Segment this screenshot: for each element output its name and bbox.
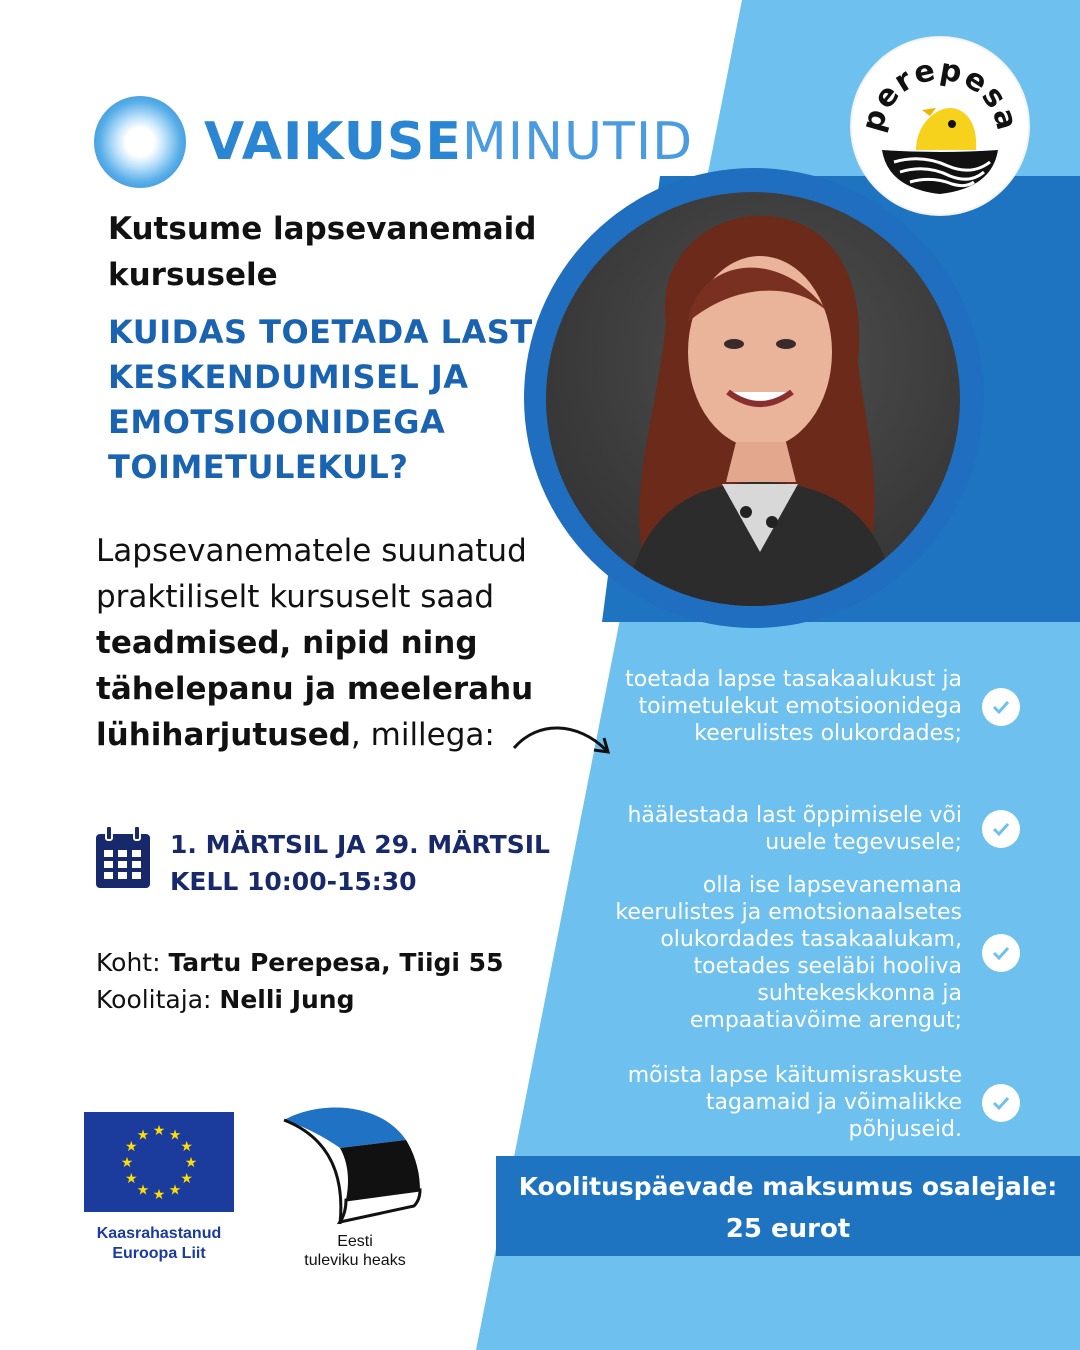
check-icon — [982, 1084, 1020, 1122]
eu-star-icon: ★ — [180, 1139, 193, 1155]
estonia-flag-swoosh-icon — [280, 1104, 430, 1228]
eu-star-icon: ★ — [136, 1182, 150, 1199]
brand-name-thin: MINUTID — [461, 112, 694, 172]
check-icon — [982, 810, 1020, 848]
arrow-right-icon — [508, 720, 618, 766]
intro-bold-3: lühiharjutused — [96, 717, 351, 753]
schedule-text — [170, 826, 550, 900]
eu-caption-line-2: Euroopa Liit — [112, 1245, 206, 1262]
intro-line-2: praktiliselt kursuselt saad — [96, 579, 495, 615]
location-line — [96, 944, 503, 981]
portrait-illustration — [546, 192, 960, 606]
eu-star-icon: ★ — [120, 1155, 134, 1171]
eu-logo — [84, 1112, 234, 1264]
eu-star-icon: ★ — [125, 1139, 138, 1155]
benefit-item — [592, 1062, 1020, 1143]
price-value: 25 eurot — [725, 1214, 851, 1244]
eu-star-icon: ★ — [168, 1182, 182, 1199]
eu-star-icon: ★ — [152, 1123, 166, 1139]
estonia-logo — [280, 1104, 430, 1270]
invite-text: Kutsume lapsevanemaid kursusele — [108, 211, 537, 293]
eu-star-icon: ★ — [180, 1171, 193, 1187]
benefit-item — [622, 802, 1020, 856]
eu-star-icon: ★ — [125, 1171, 138, 1187]
trainer-photo — [546, 192, 960, 606]
estonia-caption — [280, 1232, 430, 1270]
event-details — [96, 944, 503, 1018]
trainer-line — [96, 981, 503, 1018]
brand-logo-block — [94, 96, 693, 188]
trainer-label: Koolitaja: — [96, 985, 212, 1014]
check-icon — [982, 688, 1020, 726]
estonia-caption-line-2: tuleviku heaks — [304, 1252, 406, 1269]
intro-tail: , millega: — [350, 717, 495, 753]
perepesa-logo-text: perepesa — [855, 52, 1025, 136]
eu-flag-icon — [84, 1112, 234, 1212]
trainer-value: Nelli Jung — [219, 985, 355, 1014]
location-value: Tartu Perepesa, Tiigi 55 — [168, 948, 504, 977]
chick-nest-logo-icon — [852, 38, 1028, 214]
brand-name-bold: VAIKUSE — [204, 112, 462, 172]
eu-star-icon: ★ — [152, 1187, 166, 1203]
schedule-dates: 1. MÄRTSIL JA 29. MÄRTSIL — [170, 830, 550, 859]
schedule-time: KELL 10:00-15:30 — [170, 867, 417, 896]
benefit-text: olla ise lapsevanemana keerulistes ja emotsionaalsetes olukordades tasakaalukam, toetades seeläbi hooliva suhtekeskkonna ja empaatiavõime arengut; — [615, 873, 962, 1033]
benefit-text: toetada lapse tasakaalukust ja toimetulekut emotsioonidega keerulistes olukordades; — [625, 667, 962, 746]
benefit-text: häälestada last õppimisele või uuele tegevusele; — [627, 803, 962, 855]
calendar-icon — [94, 826, 152, 890]
brand-name — [204, 112, 693, 172]
intro-bold-1: teadmised, nipid ning — [96, 625, 478, 661]
eu-caption-line-1: Kaasrahastanud — [96, 1225, 222, 1242]
estonia-caption-line-1: Eesti — [337, 1233, 373, 1250]
eu-star-icon: ★ — [168, 1127, 182, 1144]
price-label: Koolituspäevade maksumus osalejale: — [518, 1172, 1058, 1201]
schedule-block — [94, 826, 550, 900]
benefit-item — [582, 872, 1020, 1034]
eu-star-icon: ★ — [184, 1155, 198, 1171]
price-banner — [496, 1156, 1080, 1256]
vaikuseminutid-logo-icon — [94, 96, 186, 188]
benefit-text: mõista lapse käitumisraskuste tagamaid ja võimalikke põhjuseid. — [627, 1063, 962, 1142]
perepesa-logo — [852, 38, 1028, 214]
location-label: Koht: — [96, 948, 161, 977]
eu-caption — [84, 1224, 234, 1264]
intro-bold-2: tähelepanu ja meelerahu — [96, 671, 534, 707]
eu-star-icon: ★ — [136, 1127, 150, 1144]
course-title: KUIDAS TOETADA LAST KESKENDUMISEL JA EMOTSIOONIDEGA TOIMETULEKUL? — [108, 313, 533, 486]
benefit-item — [622, 666, 1020, 747]
check-icon — [982, 934, 1020, 972]
intro-line-1: Lapsevanematele suunatud — [96, 533, 527, 569]
